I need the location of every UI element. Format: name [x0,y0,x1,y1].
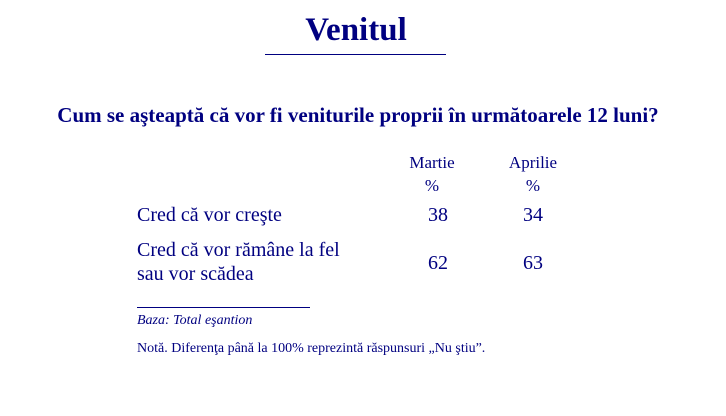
column-header-martie [387,151,477,197]
column-label: Aprilie [508,153,558,172]
table-cell: 63 [523,252,543,274]
base-note: Baza: Total eşantion [137,313,253,328]
row-label-line: Cred că vor creşte [137,204,282,226]
column-unit: % [525,176,541,195]
row-label-line: Cred că vor rămâne la fel [137,239,340,261]
survey-question: Cum se aşteaptă că vor fi veniturile proprii în următoarele 12 luni? [57,103,659,127]
row-label [137,238,377,286]
title-underline [265,54,446,55]
table-cell: 34 [523,204,543,226]
row-label [137,203,377,227]
row-label-line: sau vor scădea [137,263,254,285]
table-cell: 62 [428,252,448,274]
footnote: Notă. Diferenţa până la 100% reprezintă răspunsuri „Nu ştiu”. [137,341,486,356]
column-label: Martie [409,153,455,172]
table-cell: 38 [428,204,448,226]
column-unit: % [424,176,440,195]
column-header-aprilie [488,151,578,197]
slide-title: Venitul [305,12,407,48]
footer-rule [137,307,310,308]
